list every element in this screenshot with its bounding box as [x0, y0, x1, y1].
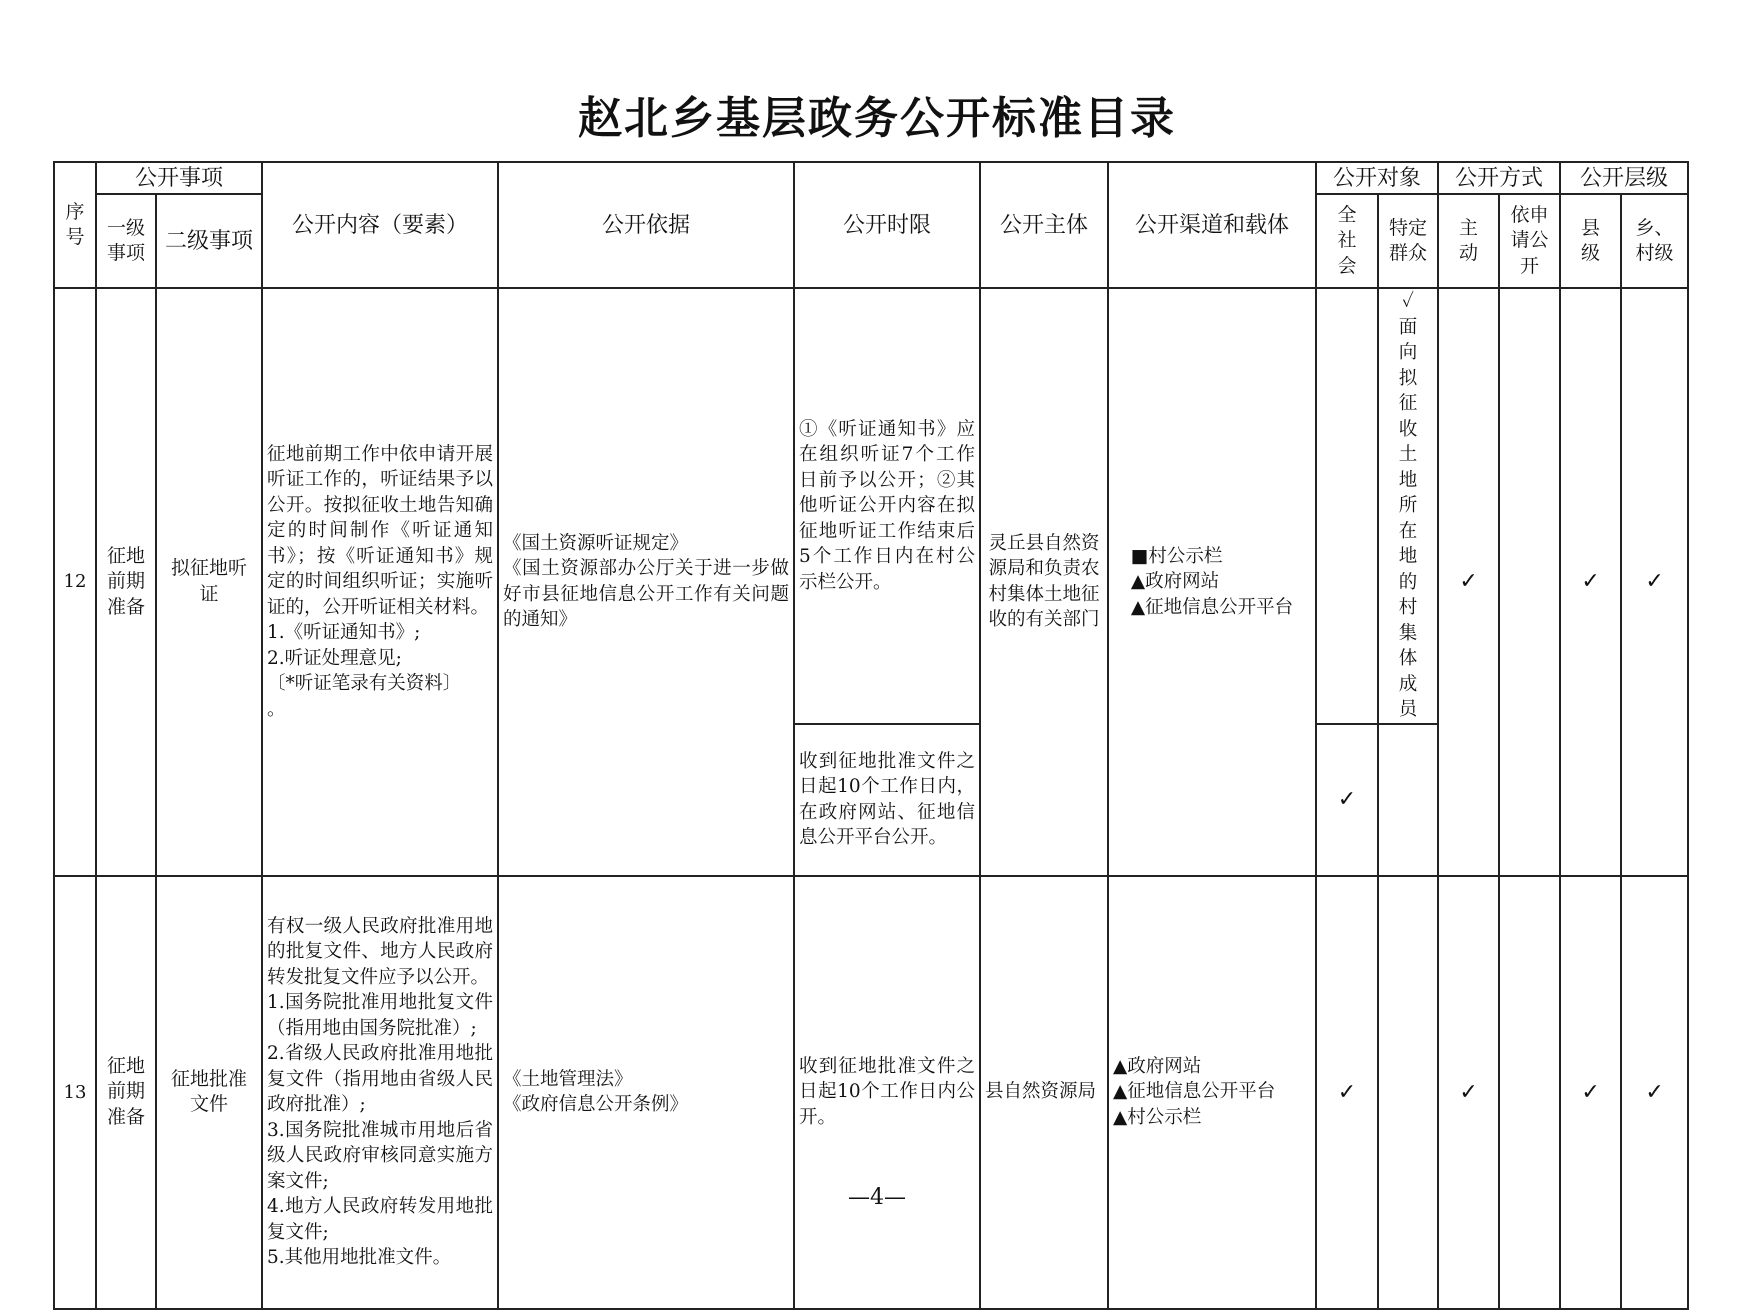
- row-target-specific: [1378, 876, 1438, 1309]
- header-public-item: 公开事项: [96, 162, 262, 194]
- row-target-all-b: ✓: [1316, 724, 1378, 876]
- row-level2: 拟征地听证: [156, 288, 262, 876]
- row-target-all-a: [1316, 288, 1378, 724]
- catalog-table: [53, 161, 1689, 1310]
- row-seq: 12: [54, 288, 96, 876]
- row-channels: ■村公示栏 ▲政府网站 ▲征地信息公开平台: [1108, 288, 1316, 876]
- header-level-county: 县级: [1560, 194, 1621, 288]
- row-subject: 灵丘县自然资源局和负责农村集体土地征收的有关部门: [980, 288, 1108, 876]
- row-seq: 13: [54, 876, 96, 1309]
- header-row-1: [54, 162, 1688, 194]
- header-level: 公开层级: [1560, 162, 1688, 194]
- row-mode-active: ✓: [1438, 288, 1499, 876]
- header-target-all: 全社会: [1316, 194, 1378, 288]
- header-mode-request: 依申请公开: [1499, 194, 1560, 288]
- row-level-town: ✓: [1621, 876, 1688, 1309]
- row-content: 有权一级人民政府批准用地的批复文件、地方人民政府转发批复文件应予以公开。 1.国务院批准用地批复文件（指用地由国务院批准）; 2.省级人民政府批准用地批复文件（指用地由省级人民政府批准）; 3.国务院批准城市用地后省级人民政府审核同意实施方案文件; 4.地方人民政府转发用地批复文件; 5.其他用地批准文件。: [262, 876, 498, 1309]
- header-target-specific: 特定群众: [1378, 194, 1438, 288]
- header-subject: 公开主体: [980, 162, 1108, 288]
- row-basis: 《国土资源听证规定》 《国土资源部办公厅关于进一步做好市县征地信息公开工作有关问题的通知》: [498, 288, 794, 876]
- row-level-county: ✓: [1560, 288, 1621, 876]
- page-title: 赵北乡基层政务公开标准目录: [578, 93, 1176, 144]
- header-target: 公开对象: [1316, 162, 1438, 194]
- row-time-limit: 收到征地批准文件之日起10个工作日内公开。: [794, 876, 980, 1309]
- row-target-specific: ✓面向拟征收土地所在地的村集体成员: [1378, 288, 1438, 724]
- table-row: [54, 288, 1688, 724]
- row-level-county: ✓: [1560, 876, 1621, 1309]
- row-subject: 县自然资源局: [980, 876, 1108, 1309]
- header-content: 公开内容（要素）: [262, 162, 498, 288]
- page-number: —4—: [848, 1185, 906, 1210]
- row-level1: 征地前期准备: [96, 288, 156, 876]
- row-content: 征地前期工作中依申请开展听证工作的，听证结果予以公开。按拟征收土地告知确定的时间制作《听证通知书》；按《听证通知书》规定的时间组织听证；实施听证的，公开听证相关材料。 1.《听证通知书》; 2.听证处理意见; 〔*听证笔录有关资料〕 。: [262, 288, 498, 876]
- row-channels: ▲政府网站 ▲征地信息公开平台 ▲村公示栏: [1108, 876, 1316, 1309]
- header-level2: 二级事项: [156, 194, 262, 288]
- row-level2: 征地批准文件: [156, 876, 262, 1309]
- header-basis: 公开依据: [498, 162, 794, 288]
- header-level1: 一级事项: [96, 194, 156, 288]
- row-time-limit-b: 收到征地批准文件之日起10个工作日内，在政府网站、征地信息公开平台公开。: [794, 724, 980, 876]
- row-target-all: ✓: [1316, 876, 1378, 1309]
- row-basis: 《土地管理法》 《政府信息公开条例》: [498, 876, 794, 1309]
- row-level-town: ✓: [1621, 288, 1688, 876]
- table-row: [54, 876, 1688, 1309]
- row-target-specific-b: [1378, 724, 1438, 876]
- row-mode-active: ✓: [1438, 876, 1499, 1309]
- header-mode-active: 主动: [1438, 194, 1499, 288]
- header-mode: 公开方式: [1438, 162, 1560, 194]
- header-time-limit: 公开时限: [794, 162, 980, 288]
- header-seq: 序号: [54, 162, 96, 288]
- header-level-town: 乡、村级: [1621, 194, 1688, 288]
- row-level1: 征地前期准备: [96, 876, 156, 1309]
- row-mode-request: [1499, 288, 1560, 876]
- row-time-limit-a: ①《听证通知书》应在组织听证7个工作日前予以公开；②其他听证公开内容在拟征地听证工作结束后5个工作日内在村公示栏公开。: [794, 288, 980, 724]
- header-channel: 公开渠道和载体: [1108, 162, 1316, 288]
- row-mode-request: [1499, 876, 1560, 1309]
